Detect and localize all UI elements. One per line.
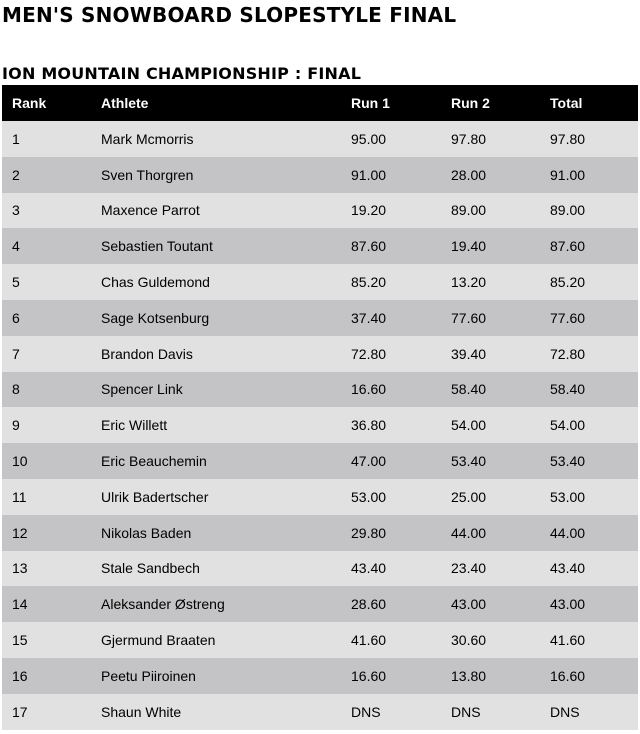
cell-rank: 5 [12,274,20,291]
cell-total: 85.20 [550,274,586,291]
cell-athlete: Aleksander Østreng [101,596,225,613]
table-row [2,228,638,264]
cell-total: 44.00 [550,524,586,541]
cell-run1: 16.60 [351,667,387,684]
table-row [2,443,638,479]
cell-total: 91.00 [550,166,586,183]
cell-run1: 72.80 [351,345,387,362]
cell-rank: 11 [12,488,27,505]
cell-run2: 89.00 [451,202,487,219]
cell-run2: 43.00 [451,596,487,613]
cell-total: 53.40 [550,453,586,470]
table-row [2,157,638,193]
cell-run1: 28.60 [351,596,387,613]
cell-run2: 25.00 [451,488,487,505]
cell-run1: 95.00 [351,130,387,147]
table-row [2,515,638,551]
cell-run2: 13.80 [451,667,487,684]
cell-total: 89.00 [550,202,586,219]
cell-athlete: Sven Thorgren [101,166,194,183]
cell-rank: 9 [12,417,20,434]
table-row [2,479,638,515]
cell-athlete: Stale Sandbech [101,560,200,577]
cell-total: 53.00 [550,488,586,505]
cell-rank: 10 [12,453,28,470]
cell-run1: 41.60 [351,632,387,649]
cell-run1: 85.20 [351,274,387,291]
table-row [2,372,638,408]
cell-athlete: Eric Willett [101,417,168,434]
cell-total: 87.60 [550,238,586,255]
table-row [2,193,638,229]
cell-run1: 37.40 [351,309,387,326]
cell-rank: 8 [12,381,20,398]
cell-total: 97.80 [550,130,586,147]
cell-run1: DNS [351,703,381,720]
cell-rank: 13 [12,560,28,577]
cell-athlete: Eric Beauchemin [101,453,207,470]
header-athlete: Athlete [101,95,149,111]
cell-run1: 19.20 [351,202,387,219]
cell-total: 41.60 [550,632,586,649]
cell-run2: 30.60 [451,632,487,649]
page-title: MEN'S SNOWBOARD SLOPESTYLE FINAL [2,3,457,27]
cell-rank: 4 [12,238,20,255]
header-total: Total [550,95,583,111]
cell-run2: 19.40 [451,238,487,255]
table-row [2,121,638,157]
cell-athlete: Gjermund Braaten [101,632,216,649]
cell-total: 16.60 [550,667,586,684]
cell-run1: 87.60 [351,238,387,255]
cell-athlete: Maxence Parrot [101,202,200,219]
cell-rank: 3 [12,202,20,219]
cell-athlete: Chas Guldemond [101,274,210,291]
cell-run2: DNS [451,703,481,720]
cell-athlete: Sage Kotsenburg [101,309,210,326]
cell-rank: 16 [12,667,28,684]
cell-athlete: Sebastien Toutant [101,238,213,255]
table-row [2,694,638,730]
cell-run2: 54.00 [451,417,487,434]
table-row [2,658,638,694]
cell-total: 54.00 [550,417,586,434]
cell-athlete: Nikolas Baden [101,524,192,541]
cell-run2: 28.00 [451,166,487,183]
cell-athlete: Mark Mcmorris [101,130,194,147]
event-subtitle: ION MOUNTAIN CHAMPIONSHIP : FINAL [2,64,362,83]
table-body [2,121,638,730]
cell-athlete: Ulrik Badertscher [101,488,209,505]
cell-athlete: Brandon Davis [101,345,193,362]
results-table [2,85,638,730]
cell-athlete: Shaun White [101,703,182,720]
cell-run2: 13.20 [451,274,487,291]
cell-run1: 91.00 [351,166,387,183]
cell-run2: 58.40 [451,381,487,398]
table-row [2,336,638,372]
cell-athlete: Peetu Piiroinen [101,667,196,684]
cell-run2: 39.40 [451,345,487,362]
cell-rank: 12 [12,524,28,541]
cell-rank: 15 [12,632,28,649]
cell-total: 72.80 [550,345,586,362]
cell-run1: 16.60 [351,381,387,398]
cell-run1: 47.00 [351,453,387,470]
cell-rank: 14 [12,596,28,613]
header-rank: Rank [12,95,47,111]
table-header-row [2,85,638,121]
cell-run2: 44.00 [451,524,487,541]
cell-run1: 43.40 [351,560,387,577]
table-row [2,622,638,658]
header-run2: Run 2 [451,95,490,111]
cell-rank: 17 [12,703,28,720]
cell-run2: 77.60 [451,309,487,326]
cell-run1: 36.80 [351,417,387,434]
cell-run2: 97.80 [451,130,487,147]
cell-athlete: Spencer Link [101,381,183,398]
cell-rank: 7 [12,345,20,362]
cell-rank: 1 [12,130,20,147]
header-run1: Run 1 [351,95,390,111]
cell-run2: 23.40 [451,560,487,577]
cell-total: 77.60 [550,309,586,326]
cell-run1: 29.80 [351,524,387,541]
cell-total: DNS [550,703,580,720]
table-row [2,264,638,300]
cell-rank: 6 [12,309,20,326]
cell-run1: 53.00 [351,488,387,505]
cell-total: 43.00 [550,596,586,613]
table-row [2,551,638,587]
table-row [2,300,638,336]
cell-rank: 2 [12,166,20,183]
cell-run2: 53.40 [451,453,487,470]
table-row [2,586,638,622]
cell-total: 58.40 [550,381,586,398]
cell-total: 43.40 [550,560,586,577]
table-row [2,407,638,443]
